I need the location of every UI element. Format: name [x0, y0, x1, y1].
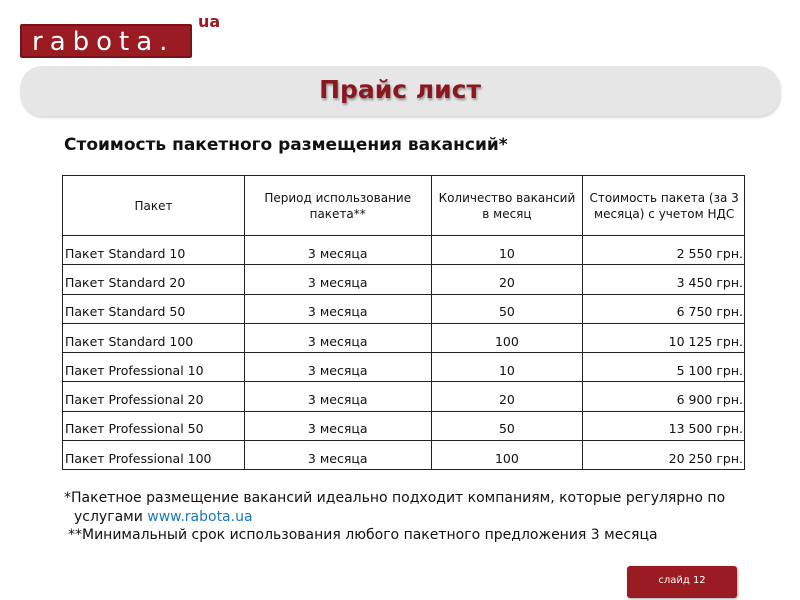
cell-price: 2 550 грн.: [583, 236, 745, 265]
cell-package-name: Пакет Professional 100: [63, 441, 245, 470]
cell-package-name: Пакет Professional 20: [63, 382, 245, 411]
header-count: Количество вакансий в месяц: [431, 176, 583, 236]
title-bar: [20, 66, 780, 116]
rabota-link[interactable]: www.rabota.ua: [147, 509, 253, 525]
cell-count: 100: [431, 323, 583, 352]
table-row: [63, 323, 745, 352]
cell-count: 20: [431, 265, 583, 294]
table-row: [63, 294, 745, 323]
cell-package-name: Пакет Standard 50: [63, 294, 245, 323]
price-table: [62, 175, 745, 470]
page-title: Прайс лист: [319, 75, 481, 104]
rabota-logo[interactable]: [20, 24, 192, 58]
cell-package-name: Пакет Professional 50: [63, 411, 245, 440]
table-row: [63, 236, 745, 265]
table-row: [63, 265, 745, 294]
cell-period: 3 месяца: [244, 323, 431, 352]
header-package: Пакет: [63, 176, 245, 236]
cell-period: 3 месяца: [244, 411, 431, 440]
header-period: Период использование пакета**: [244, 176, 431, 236]
table-row: [63, 441, 745, 470]
logo-suffix: ua: [198, 12, 221, 31]
cell-count: 50: [431, 294, 583, 323]
footnote-package: *Пакетное размещение вакансий идеально подходит компаниям, которые регулярно по: [64, 490, 726, 506]
header-price: Стоимость пакета (за 3 месяца) с учетом НДС: [583, 176, 745, 236]
cell-count: 100: [431, 441, 583, 470]
table-row: [63, 382, 745, 411]
cell-period: 3 месяца: [244, 265, 431, 294]
cell-package-name: Пакет Standard 20: [63, 265, 245, 294]
table-header-row: [63, 176, 745, 236]
cell-period: 3 месяца: [244, 353, 431, 382]
cell-count: 10: [431, 236, 583, 265]
table-row: [63, 411, 745, 440]
footnote-package-continued: [74, 508, 253, 526]
cell-count: 50: [431, 411, 583, 440]
cell-package-name: Пакет Professional 10: [63, 353, 245, 382]
cell-price: 3 450 грн.: [583, 265, 745, 294]
logo-text: rabota.: [32, 27, 175, 57]
footnote-min-period: **Минимальный срок использования любого пакетного предложения 3 месяца: [68, 527, 658, 543]
footnote-services-text: услугами: [74, 509, 148, 525]
slide-number: слайд 12: [658, 575, 706, 586]
cell-package-name: Пакет Standard 100: [63, 323, 245, 352]
cell-price: 5 100 грн.: [583, 353, 745, 382]
slide-number-badge: [627, 566, 737, 598]
cell-count: 10: [431, 353, 583, 382]
cell-period: 3 месяца: [244, 441, 431, 470]
cell-period: 3 месяца: [244, 382, 431, 411]
cell-period: 3 месяца: [244, 294, 431, 323]
cell-price: 6 750 грн.: [583, 294, 745, 323]
table-row: [63, 353, 745, 382]
cell-price: 20 250 грн.: [583, 441, 745, 470]
cell-count: 20: [431, 382, 583, 411]
cell-price: 13 500 грн.: [583, 411, 745, 440]
cell-package-name: Пакет Standard 10: [63, 236, 245, 265]
cell-price: 6 900 грн.: [583, 382, 745, 411]
section-subtitle: Стоимость пакетного размещения вакансий*: [64, 135, 508, 155]
cell-price: 10 125 грн.: [583, 323, 745, 352]
cell-period: 3 месяца: [244, 236, 431, 265]
